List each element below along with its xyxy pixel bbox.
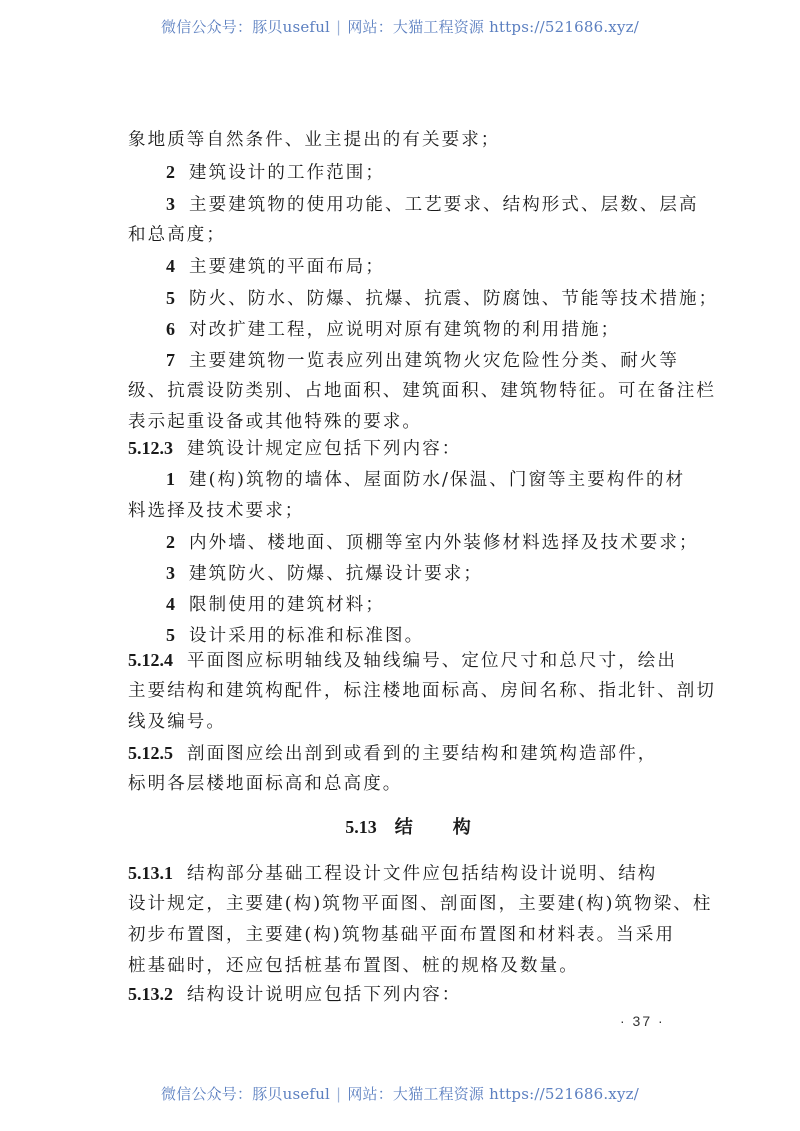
text-line: 线及编号。 — [128, 712, 226, 732]
text-line: 象地质等自然条件、业主提出的有关要求； — [128, 130, 501, 150]
clause-5-13-2: 5.13.2 结构设计说明应包括下列内容： — [128, 984, 462, 1005]
clause-5-12-5: 5.12.5 剖面图应绘出剖到或看到的主要结构和建筑构造部件， — [128, 743, 658, 764]
watermark-header — [0, 16, 800, 37]
watermark-site: 网站：大猫工程资源 https://521686.xyz/ — [347, 18, 639, 36]
watermark-separator: | — [336, 1085, 342, 1103]
item-number: 2 — [166, 532, 175, 552]
item-number: 3 — [166, 194, 175, 214]
item-number: 4 — [166, 594, 175, 614]
watermark-separator: | — [336, 18, 342, 36]
page-number: · 37 · — [620, 1013, 665, 1029]
text-line: 桩基础时，还应包括桩基布置图、桩的规格及数量。 — [128, 956, 579, 976]
list-item: 5 防火、防水、防爆、抗爆、抗震、防腐蚀、节能等技术措施； — [166, 288, 719, 309]
list-item: 2 建筑设计的工作范围； — [166, 162, 385, 183]
list-item: 4 限制使用的建筑材料； — [166, 594, 385, 615]
list-item: 1 建(构)筑物的墙体、屋面防水/保温、门窗等主要构件的材 — [166, 469, 686, 490]
watermark-site: 网站：大猫工程资源 https://521686.xyz/ — [347, 1085, 639, 1103]
list-item: 2 内外墙、楼地面、顶棚等室内外装修材料选择及技术要求； — [166, 532, 699, 553]
text-line: 料选择及技术要求； — [128, 501, 305, 521]
item-number: 7 — [166, 350, 175, 370]
watermark-wechat: 微信公众号：豚贝useful — [161, 18, 331, 36]
clause-5-12-3: 5.12.3 建筑设计规定应包括下列内容： — [128, 438, 462, 459]
clause-5-12-4: 5.12.4 平面图应标明轴线及轴线编号、定位尺寸和总尺寸，绘出 — [128, 650, 677, 671]
item-number: 5 — [166, 288, 175, 308]
list-item: 4 主要建筑的平面布局； — [166, 256, 385, 277]
watermark-footer — [0, 1083, 800, 1104]
text-line: 初步布置图，主要建(构)筑物基础平面布置图和材料表。当采用 — [128, 925, 676, 945]
section-number: 5.13 — [345, 817, 377, 837]
clause-number: 5.13.1 — [128, 863, 173, 883]
item-number: 5 — [166, 625, 175, 645]
text-line: 设计规定，主要建(构)筑物平面图、剖面图，主要建(构)筑物梁、柱 — [128, 894, 713, 914]
text-line: 表示起重设备或其他特殊的要求。 — [128, 412, 422, 432]
item-number: 2 — [166, 162, 175, 182]
text-line: 级、抗震设防类别、占地面积、建筑面积、建筑物特征。可在备注栏 — [128, 381, 716, 401]
list-item: 6 对改扩建工程，应说明对原有建筑物的利用措施； — [166, 319, 621, 340]
clause-number: 5.12.5 — [128, 743, 173, 763]
list-item: 3 建筑防火、防爆、抗爆设计要求； — [166, 563, 483, 584]
section-heading: 5.13 结 构 — [345, 817, 471, 838]
list-item: 3 主要建筑物的使用功能、工艺要求、结构形式、层数、层高 — [166, 194, 699, 215]
item-number: 4 — [166, 256, 175, 276]
item-number: 3 — [166, 563, 175, 583]
text-line: 和总高度； — [128, 225, 226, 245]
clause-5-13-1: 5.13.1 结构部分基础工程设计文件应包括结构设计说明、结构 — [128, 863, 658, 884]
text-line: 标明各层楼地面标高和总高度。 — [128, 774, 403, 794]
list-item: 5 设计采用的标准和标准图。 — [166, 625, 425, 646]
item-number: 6 — [166, 319, 175, 339]
text-line: 主要结构和建筑构配件，标注楼地面标高、房间名称、指北针、剖切 — [128, 681, 716, 701]
clause-number: 5.12.3 — [128, 438, 173, 458]
item-number: 1 — [166, 469, 175, 489]
list-item: 7 主要建筑物一览表应列出建筑物火灾危险性分类、耐火等 — [166, 350, 679, 371]
clause-number: 5.13.2 — [128, 984, 173, 1004]
clause-number: 5.12.4 — [128, 650, 173, 670]
watermark-wechat: 微信公众号：豚贝useful — [161, 1085, 331, 1103]
